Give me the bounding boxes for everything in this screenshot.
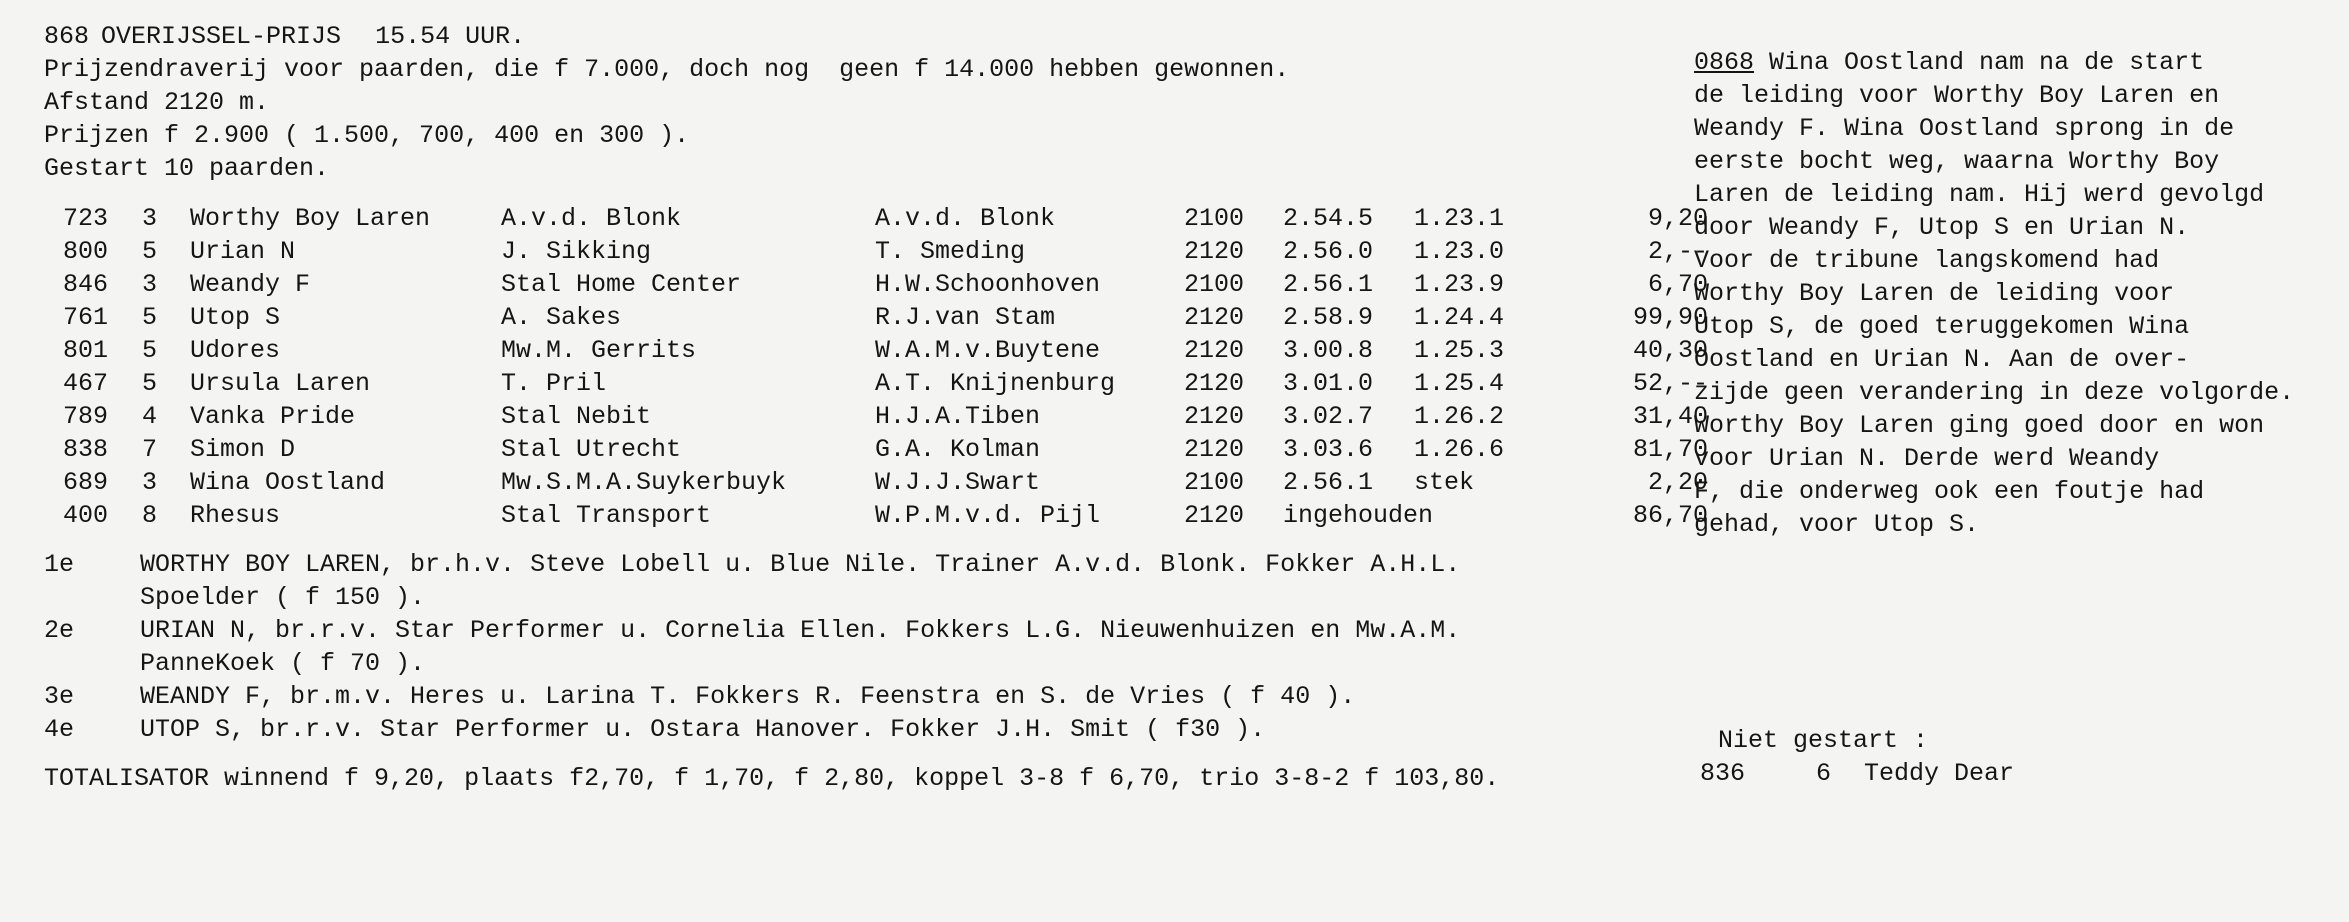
report-line: door Weandy F, Utop S en Urian N.: [1694, 213, 2190, 242]
race-distance: Afstand 2120 m.: [44, 88, 270, 117]
driver-name: W.A.M.v.Buytene: [875, 336, 1101, 365]
report-line: zijde geen verandering in deze volgorde.: [1694, 378, 2295, 407]
driver-name: H.J.A.Tiben: [875, 402, 1041, 431]
horse-age: 5: [142, 303, 158, 332]
entry-number: 723: [62, 204, 108, 233]
horse-age: 3: [142, 204, 158, 233]
win-odds: 81,70: [1632, 435, 1708, 464]
driver-name: A.v.d. Blonk: [875, 204, 1056, 233]
km-time: 1.23.0: [1414, 237, 1505, 266]
report-line: eerste bocht weg, waarna Worthy Boy: [1694, 147, 2220, 176]
win-odds: 31,40: [1632, 402, 1708, 431]
race-time: 15.54 UUR.: [375, 22, 526, 51]
horse-name: Simon D: [190, 435, 296, 464]
km-time: 1.26.6: [1414, 435, 1505, 464]
placing-position: 2e: [44, 616, 75, 645]
report-line: gehad, voor Utop S.: [1694, 510, 1980, 539]
finish-time: 2.58.9: [1283, 303, 1374, 332]
owner-name: Mw.M. Gerrits: [501, 336, 697, 365]
win-odds: 2,20: [1647, 468, 1708, 497]
km-time: 1.25.4: [1414, 369, 1505, 398]
not-started-entry: [1700, 757, 2015, 790]
not-started-horse: Teddy Dear: [1864, 759, 2015, 788]
owner-name: Stal Utrecht: [501, 435, 682, 464]
driver-name: W.J.J.Swart: [875, 468, 1041, 497]
horse-name: Udores: [190, 336, 281, 365]
race-distance-cell: 2120: [1184, 369, 1245, 398]
owner-name: Mw.S.M.A.Suykerbuyk: [501, 468, 787, 497]
report-line: F, die onderweg ook een foutje had: [1694, 477, 2205, 506]
win-odds: 52,--: [1632, 369, 1708, 398]
horse-age: 5: [142, 336, 158, 365]
finish-time: 3.02.7: [1283, 402, 1374, 431]
owner-name: Stal Home Center: [501, 270, 742, 299]
horse-age: 3: [142, 270, 158, 299]
totalisator-line: TOTALISATOR winnend f 9,20, plaats f2,70, f 1,70, f 2,80, koppel 3-8 f 6,70, trio 3-8-2 f 103,80.: [44, 764, 1500, 793]
horse-name: Utop S: [190, 303, 281, 332]
placing-description: WORTHY BOY LAREN, br.h.v. Steve Lobell u. Blue Nile. Trainer A.v.d. Blonk. Fokker A.H.L. Spoelder ( f 150 ).: [140, 550, 1461, 612]
horse-age: 5: [142, 369, 158, 398]
not-started-label: [1718, 724, 1929, 757]
driver-name: H.W.Schoonhoven: [875, 270, 1101, 299]
driver-name: A.T. Knijnenburg: [875, 369, 1116, 398]
win-odds: 2,--: [1647, 237, 1708, 266]
win-odds: 99,90: [1632, 303, 1708, 332]
finish-time: ingehouden: [1283, 501, 1434, 530]
placing-item: [44, 713, 1700, 746]
finish-time: 3.01.0: [1283, 369, 1374, 398]
horse-name: Ursula Laren: [190, 369, 371, 398]
horse-age: 5: [142, 237, 158, 266]
finish-time: 2.56.0: [1283, 237, 1374, 266]
race-distance-cell: 2120: [1184, 303, 1245, 332]
driver-name: W.P.M.v.d. Pijl: [875, 501, 1101, 530]
report-line: Voor de tribune langskomend had: [1694, 246, 2160, 275]
race-name: OVERIJSSEL-PRIJS: [101, 22, 342, 51]
race-conditions: Prijzendraverij voor paarden, die f 7.000, doch nog geen f 14.000 hebben gewonnen.: [44, 55, 1290, 84]
win-odds: 40,30: [1632, 336, 1708, 365]
km-time: 1.23.9: [1414, 270, 1505, 299]
placing-description: URIAN N, br.r.v. Star Performer u. Cornelia Ellen. Fokkers L.G. Nieuwenhuizen en Mw.A.M. PanneKoek ( f 70 ).: [140, 616, 1461, 678]
placing-position: 4e: [44, 715, 75, 744]
report-line: Weandy F. Wina Oostland sprong in de: [1694, 114, 2235, 143]
entry-number: 801: [62, 336, 108, 365]
entry-number: 467: [62, 369, 108, 398]
owner-name: Stal Transport: [501, 501, 712, 530]
km-time: 1.23.1: [1414, 204, 1505, 233]
race-distance-cell: 2100: [1184, 468, 1245, 497]
report-line: de leiding voor Worthy Boy Laren en: [1694, 81, 2220, 110]
km-time: 1.25.3: [1414, 336, 1505, 365]
placing-position: 3e: [44, 682, 75, 711]
finish-time: 3.03.6: [1283, 435, 1374, 464]
horse-name: Rhesus: [190, 501, 281, 530]
km-time: stek: [1414, 468, 1475, 497]
report-body: [1694, 79, 2334, 541]
report-line: Worthy Boy Laren de leiding voor: [1694, 279, 2175, 308]
entry-number: 761: [62, 303, 108, 332]
finish-time: 2.54.5: [1283, 204, 1374, 233]
owner-name: Stal Nebit: [501, 402, 652, 431]
win-odds: 6,70: [1647, 270, 1708, 299]
horse-name: Weandy F: [190, 270, 311, 299]
driver-name: T. Smeding: [875, 237, 1026, 266]
report-line: Oostland en Urian N. Aan de over-: [1694, 345, 2190, 374]
km-time: 1.26.2: [1414, 402, 1505, 431]
report-line: Laren de leiding nam. Hij werd gevolgd: [1694, 180, 2265, 209]
report-first-line: [1694, 46, 2334, 79]
win-odds: 9,20: [1647, 204, 1708, 233]
entry-number: 838: [62, 435, 108, 464]
race-distance-cell: 2120: [1184, 501, 1245, 530]
owner-name: A.v.d. Blonk: [501, 204, 682, 233]
report-text: Wina Oostland nam na de start: [1754, 48, 2205, 77]
race-report: [1694, 46, 2334, 541]
not-started-section: [1700, 724, 2015, 790]
not-started-heading: Niet gestart :: [1718, 726, 1929, 755]
driver-name: R.J.van Stam: [875, 303, 1056, 332]
report-line: voor Urian N. Derde werd Weandy: [1694, 444, 2160, 473]
report-line: Worthy Boy Laren ging goed door en won: [1694, 411, 2265, 440]
race-title: [44, 20, 1289, 53]
report-ref: 0868: [1694, 48, 1755, 77]
driver-name: G.A. Kolman: [875, 435, 1041, 464]
race-distance-cell: 2120: [1184, 402, 1245, 431]
placings-list: [44, 548, 1700, 746]
horse-age: 4: [142, 402, 158, 431]
entry-number: 400: [62, 501, 108, 530]
race-prizes: Prijzen f 2.900 ( 1.500, 700, 400 en 300 ).: [44, 121, 690, 150]
horse-age: 8: [142, 501, 158, 530]
finish-time: 2.56.1: [1283, 270, 1374, 299]
km-time: 1.24.4: [1414, 303, 1505, 332]
report-line: Utop S, de goed teruggekomen Wina: [1694, 312, 2190, 341]
race-distance-cell: 2100: [1184, 270, 1245, 299]
race-number: 868: [44, 22, 90, 51]
race-starters: Gestart 10 paarden.: [44, 154, 330, 183]
finish-time: 3.00.8: [1283, 336, 1374, 365]
horse-name: Urian N: [190, 237, 296, 266]
win-odds: 86,70: [1632, 501, 1708, 530]
finish-time: 2.56.1: [1283, 468, 1374, 497]
horse-age: 7: [142, 435, 158, 464]
owner-name: J. Sikking: [501, 237, 652, 266]
race-distance-cell: 2120: [1184, 435, 1245, 464]
placing-item: [44, 548, 1700, 614]
entry-number: 800: [62, 237, 108, 266]
entry-number: 689: [62, 468, 108, 497]
entry-number: 789: [62, 402, 108, 431]
entry-number: 846: [62, 270, 108, 299]
placing-item: [44, 680, 1700, 713]
owner-name: T. Pril: [501, 369, 607, 398]
race-distance-cell: 2120: [1184, 237, 1245, 266]
placing-position: 1e: [44, 550, 75, 579]
horse-name: Worthy Boy Laren: [190, 204, 431, 233]
race-header: [44, 20, 1289, 185]
horse-name: Wina Oostland: [190, 468, 386, 497]
race-distance-cell: 2120: [1184, 336, 1245, 365]
horse-age: 3: [142, 468, 158, 497]
placing-description: WEANDY F, br.m.v. Heres u. Larina T. Fokkers R. Feenstra en S. de Vries ( f 40 ).: [140, 682, 1356, 711]
placing-item: [44, 614, 1700, 680]
race-distance-cell: 2100: [1184, 204, 1245, 233]
placing-description: UTOP S, br.r.v. Star Performer u. Ostara Hanover. Fokker J.H. Smit ( f30 ).: [140, 715, 1266, 744]
not-started-age: 6: [1816, 759, 1832, 788]
owner-name: A. Sakes: [501, 303, 622, 332]
not-started-number: 836: [1700, 759, 1746, 788]
horse-name: Vanka Pride: [190, 402, 356, 431]
